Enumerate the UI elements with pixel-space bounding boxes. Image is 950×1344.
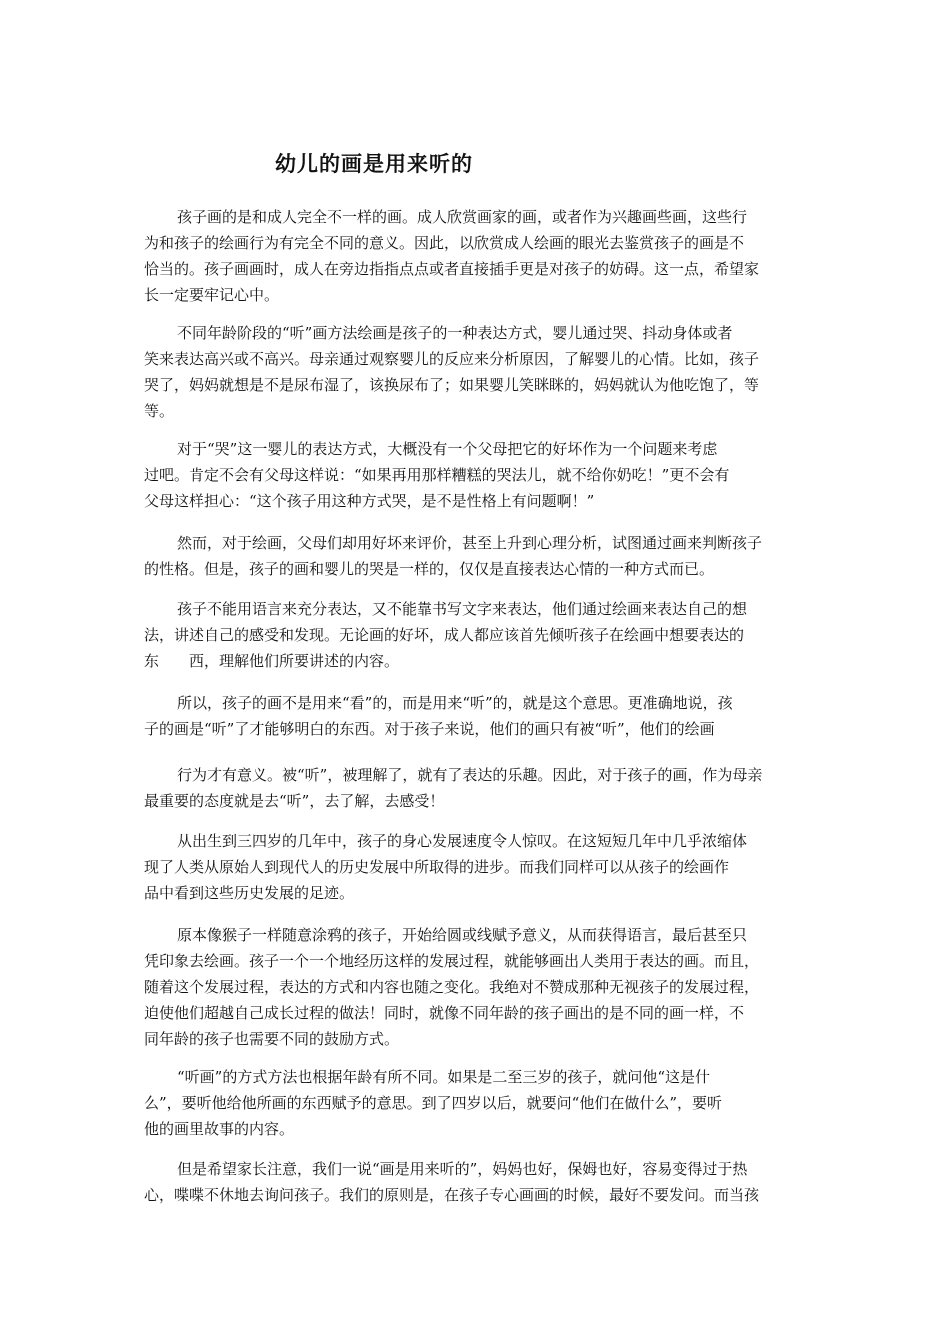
text-line: 心，喋喋不休地去询问孩子。我们的原则是，在孩子专心画画的时候，最好不要发问。而当孩 <box>144 1186 760 1204</box>
text-line: 同年龄的孩子也需要不同的鼓励方式。 <box>144 1030 400 1048</box>
paragraph-5 <box>144 596 811 674</box>
page-title: 幼儿的画是用来听的 <box>275 152 473 176</box>
text-line: 恰当的。孩子画画时，成人在旁边指指点点或者直接插手更是对孩子的妨碍。这一点，希望家 <box>144 260 760 278</box>
text-line: 东 西，理解他们所要讲述的内容。 <box>144 652 400 670</box>
text-line: 然而，对于绘画，父母们却用好坏来评价，甚至上升到心理分析，试图通过画来判断孩子 <box>177 534 763 552</box>
paragraph-2 <box>144 320 811 424</box>
text-line: 行为才有意义。被“听”，被理解了，就有了表达的乐趣。因此，对于孩子的画，作为母亲 <box>177 766 763 784</box>
text-line: 哭了，妈妈就想是不是尿布湿了，该换尿布了；如果婴儿笑眯眯的，妈妈就认为他吃饱了，等 <box>144 376 760 394</box>
text-line: 父母这样担心：“这个孩子用这种方式哭，是不是性格上有问题啊！” <box>144 492 595 510</box>
paragraph-8 <box>144 828 811 906</box>
text-line: 为和孩子的绘画行为有完全不同的意义。因此，以欣赏成人绘画的眼光去鉴赏孩子的画是不 <box>144 234 745 252</box>
text-line: 的性格。但是，孩子的画和婴儿的哭是一样的，仅仅是直接表达心情的一种方式而已。 <box>144 560 715 578</box>
text-line: 凭印象去绘画。孩子一个一个地经历这样的发展过程，就能够画出人类用于表达的画。而且， <box>144 952 760 970</box>
text-line: 品中看到这些历史发展的足迹。 <box>144 884 355 902</box>
text-line: 长一定要牢记心中。 <box>144 286 280 304</box>
text-line: 迫使他们超越自己成长过程的做法！同时，就像不同年龄的孩子画出的是不同的画一样，不 <box>144 1004 745 1022</box>
paragraph-3 <box>144 436 811 514</box>
paragraph-7 <box>144 762 811 814</box>
text-line: 法，讲述自己的感受和发现。无论画的好坏，成人都应该首先倾听孩子在绘画中想要表达的 <box>144 626 745 644</box>
text-line: 他的画里故事的内容。 <box>144 1120 295 1138</box>
text-line: 孩子不能用语言来充分表达，又不能靠书写文字来表达，他们通过绘画来表达自己的想 <box>177 600 748 618</box>
paragraph-9 <box>144 922 811 1052</box>
text-line: “听画”的方式方法也根据年龄有所不同。如果是二至三岁的孩子，就问他“这是什 <box>177 1068 711 1086</box>
paragraph-6 <box>144 690 811 742</box>
text-line: 但是希望家长注意，我们一说“画是用来听的”，妈妈也好，保姆也好，容易变得过于热 <box>177 1160 748 1178</box>
text-line: 等。 <box>144 402 175 420</box>
text-line: 子的画是“听”了才能够明白的东西。对于孩子来说，他们的画只有被“听”，他们的绘画 <box>144 720 715 738</box>
text-line: 最重要的态度就是去“听”，去了解，去感受！ <box>144 792 445 810</box>
text-line: 所以，孩子的画不是用来“看”的，而是用来“听”的，就是这个意思。更准确地说，孩 <box>177 694 733 712</box>
paragraph-1 <box>144 204 811 308</box>
paragraph-11 <box>144 1156 811 1208</box>
text-line: 过吧。肯定不会有父母这样说：“如果再用那样糟糕的哭法儿，就不给你奶吃！”更不会有 <box>144 466 730 484</box>
text-line: 笑来表达高兴或不高兴。母亲通过观察婴儿的反应来分析原因，了解婴儿的心情。比如，孩子 <box>144 350 760 368</box>
paragraph-4 <box>144 530 811 582</box>
text-line: 么”，要听他给他所画的东西赋予的意思。到了四岁以后，就要问“他们在做什么”，要听 <box>144 1094 723 1112</box>
text-line: 原本像猴子一样随意涂鸦的孩子，开始给圆或线赋予意义，从而获得语言，最后甚至只 <box>177 926 748 944</box>
text-line: 不同年龄阶段的“听”画方法绘画是孩子的一种表达方式，婴儿通过哭、抖动身体或者 <box>177 324 733 342</box>
paragraph-10 <box>144 1064 811 1142</box>
text-line: 随着这个发展过程，表达的方式和内容也随之变化。我绝对不赞成那种无视孩子的发展过程， <box>144 978 760 996</box>
text-line: 现了人类从原始人到现代人的历史发展中所取得的进步。而我们同样可以从孩子的绘画作 <box>144 858 730 876</box>
text-line: 孩子画的是和成人完全不一样的画。成人欣赏画家的画，或者作为兴趣画些画，这些行 <box>177 208 748 226</box>
text-line: 从出生到三四岁的几年中，孩子的身心发展速度令人惊叹。在这短短几年中几乎浓缩体 <box>177 832 748 850</box>
text-line: 对于“哭”这一婴儿的表达方式，大概没有一个父母把它的好坏作为一个问题来考虑 <box>177 440 718 458</box>
